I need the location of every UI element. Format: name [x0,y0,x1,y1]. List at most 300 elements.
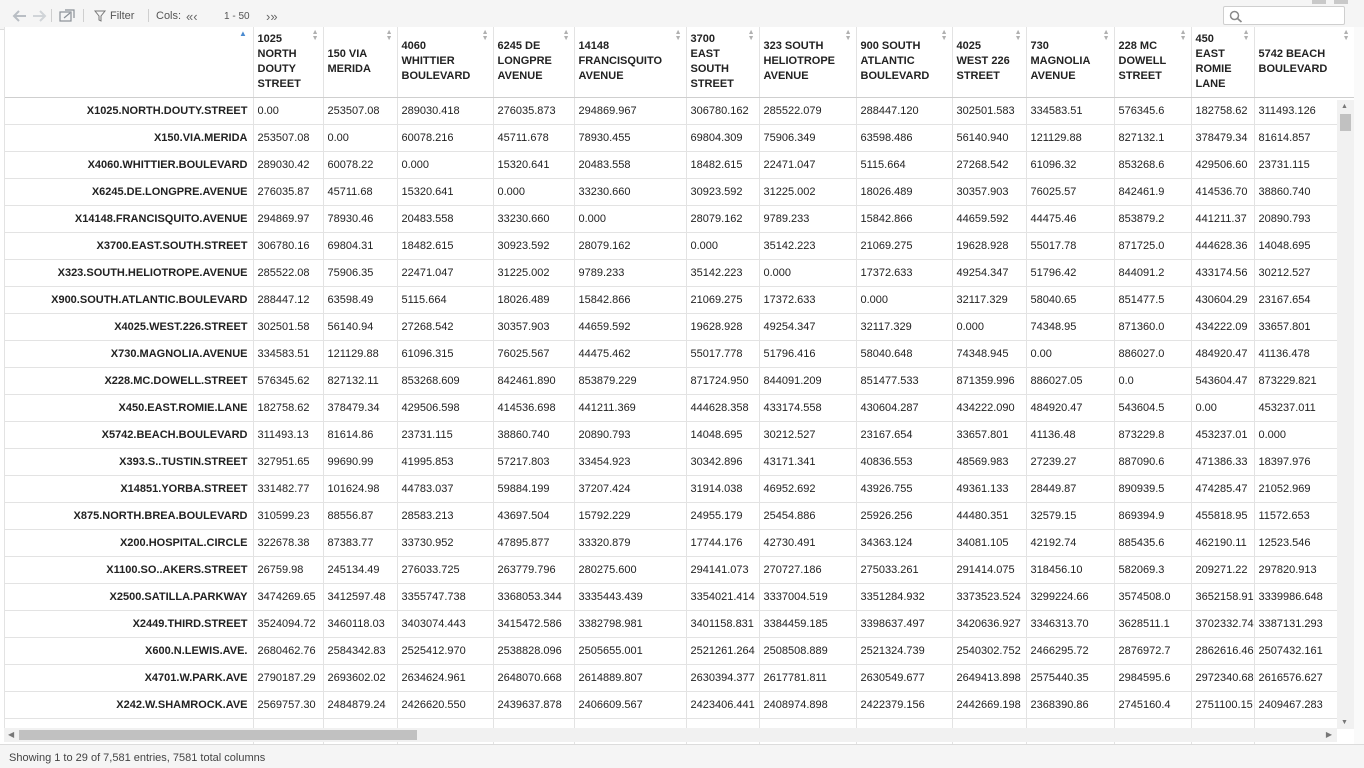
table-cell[interactable]: 3335443.439 [574,583,686,610]
table-cell[interactable]: 35142.223 [686,259,759,286]
table-cell[interactable]: 88556.87 [323,502,397,529]
table-row[interactable] [5,691,1354,718]
table-cell[interactable]: 886027.05 [1026,367,1114,394]
table-cell[interactable]: 3373523.524 [952,583,1026,610]
table-cell[interactable]: 842461.890 [493,367,574,394]
table-cell[interactable]: 2616576.627 [1254,664,1354,691]
table-row[interactable] [5,178,1354,205]
table-cell[interactable]: 871725.0 [1114,232,1191,259]
table-cell[interactable]: 9789.233 [759,205,856,232]
table-cell[interactable]: 0.00 [323,124,397,151]
table-cell[interactable]: 18026.489 [856,178,952,205]
table-cell[interactable]: 22471.047 [759,151,856,178]
table-cell[interactable]: 543604.47 [1191,367,1254,394]
table-cell[interactable]: 12523.546 [1254,529,1354,556]
table-cell[interactable]: 2508508.889 [759,637,856,664]
table-cell[interactable]: 37207.424 [574,475,686,502]
table-cell[interactable]: 288447.120 [856,97,952,124]
table-cell[interactable]: 844091.2 [1114,259,1191,286]
table-cell[interactable]: 44783.037 [397,475,493,502]
table-cell[interactable]: 75906.349 [759,124,856,151]
table-row[interactable] [5,367,1354,394]
column-header[interactable] [952,27,1026,97]
table-cell[interactable]: 42192.74 [1026,529,1114,556]
table-row[interactable] [5,232,1354,259]
table-row[interactable] [5,502,1354,529]
table-cell[interactable]: 2439637.878 [493,691,574,718]
vertical-scroll-thumb[interactable] [1340,114,1351,131]
table-cell[interactable]: 40836.553 [856,448,952,475]
table-row[interactable] [5,448,1354,475]
table-cell[interactable]: 302501.58 [253,313,323,340]
table-cell[interactable]: 63598.486 [856,124,952,151]
table-cell[interactable]: 121129.88 [1026,124,1114,151]
table-cell[interactable]: 3351284.932 [856,583,952,610]
table-cell[interactable]: 41995.853 [397,448,493,475]
table-cell[interactable]: 63598.49 [323,286,397,313]
table-row[interactable] [5,97,1354,124]
table-cell[interactable]: 2521324.739 [856,637,952,664]
table-cell[interactable]: 288447.12 [253,286,323,313]
table-cell[interactable]: 3412597.48 [323,583,397,610]
table-cell[interactable]: 474285.47 [1191,475,1254,502]
table-cell[interactable]: 886027.0 [1114,340,1191,367]
table-cell[interactable]: 582069.3 [1114,556,1191,583]
table-cell[interactable]: 885435.6 [1114,529,1191,556]
table-cell[interactable]: 33657.801 [1254,313,1354,340]
table-cell[interactable]: 182758.62 [1191,97,1254,124]
table-cell[interactable]: 55017.78 [1026,232,1114,259]
table-cell[interactable]: 43171.341 [759,448,856,475]
table-cell[interactable]: 42730.491 [759,529,856,556]
table-cell[interactable]: 121129.88 [323,340,397,367]
table-cell[interactable]: 44659.592 [952,205,1026,232]
table-cell[interactable]: 3574508.0 [1114,583,1191,610]
table-cell[interactable]: 414536.698 [493,394,574,421]
table-cell[interactable]: 30212.527 [759,421,856,448]
table-cell[interactable]: 275033.261 [856,556,952,583]
table-cell[interactable]: 18397.976 [1254,448,1354,475]
table-cell[interactable]: 2614889.807 [574,664,686,691]
table-cell[interactable]: 44475.462 [574,340,686,367]
table-cell[interactable]: 378479.34 [1191,124,1254,151]
table-cell[interactable]: 2984595.6 [1114,664,1191,691]
table-cell[interactable]: 41136.478 [1254,340,1354,367]
table-cell[interactable]: 2569757.30 [253,691,323,718]
table-cell[interactable]: 3382798.981 [574,610,686,637]
table-cell[interactable]: 2426620.550 [397,691,493,718]
table-cell[interactable]: 276035.873 [493,97,574,124]
table-cell[interactable]: 434222.090 [952,394,1026,421]
table-cell[interactable]: 853879.2 [1114,205,1191,232]
table-cell[interactable]: 43926.755 [856,475,952,502]
table-cell[interactable]: 33320.879 [574,529,686,556]
table-cell[interactable]: 75906.35 [323,259,397,286]
table-cell[interactable]: 74348.95 [1026,313,1114,340]
table-cell[interactable]: 28079.162 [574,232,686,259]
table-row[interactable] [5,286,1354,313]
table-cell[interactable]: 56140.94 [323,313,397,340]
table-cell[interactable]: 30357.903 [493,313,574,340]
table-cell[interactable]: 334583.51 [1026,97,1114,124]
table-row[interactable] [5,151,1354,178]
table-cell[interactable]: 2505655.001 [574,637,686,664]
table-cell[interactable]: 23167.654 [856,421,952,448]
table-row[interactable] [5,556,1354,583]
table-cell[interactable]: 0.000 [856,286,952,313]
table-cell[interactable]: 0.000 [574,205,686,232]
table-cell[interactable]: 543604.5 [1114,394,1191,421]
table-cell[interactable]: 3355747.738 [397,583,493,610]
table-cell[interactable]: 44480.351 [952,502,1026,529]
table-row[interactable] [5,124,1354,151]
table-cell[interactable]: 276035.87 [253,178,323,205]
table-cell[interactable]: 310599.23 [253,502,323,529]
table-cell[interactable]: 871359.996 [952,367,1026,394]
table-cell[interactable]: 827132.1 [1114,124,1191,151]
table-cell[interactable]: 887090.6 [1114,448,1191,475]
table-cell[interactable]: 26759.98 [253,556,323,583]
table-cell[interactable]: 3403074.443 [397,610,493,637]
table-cell[interactable]: 18482.615 [686,151,759,178]
table-cell[interactable]: 871724.950 [686,367,759,394]
table-cell[interactable]: 49254.347 [759,313,856,340]
table-cell[interactable]: 48569.983 [952,448,1026,475]
table-cell[interactable]: 209271.22 [1191,556,1254,583]
table-cell[interactable]: 873229.821 [1254,367,1354,394]
table-cell[interactable]: 853268.6 [1114,151,1191,178]
table-cell[interactable]: 433174.56 [1191,259,1254,286]
table-cell[interactable]: 28079.162 [686,205,759,232]
table-cell[interactable]: 76025.57 [1026,178,1114,205]
popout-button[interactable] [59,8,75,24]
table-cell[interactable]: 2442669.198 [952,691,1026,718]
table-row[interactable] [5,421,1354,448]
table-cell[interactable]: 33454.923 [574,448,686,475]
table-cell[interactable]: 2972340.68 [1191,664,1254,691]
table-cell[interactable]: 327951.65 [253,448,323,475]
table-cell[interactable]: 15320.641 [493,151,574,178]
scroll-left-icon[interactable]: ◀ [8,730,15,739]
table-cell[interactable]: 322678.38 [253,529,323,556]
table-cell[interactable]: 30342.896 [686,448,759,475]
table-cell[interactable]: 289030.418 [397,97,493,124]
table-cell[interactable]: 182758.62 [253,394,323,421]
table-cell[interactable]: 294869.967 [574,97,686,124]
table-cell[interactable]: 3387131.293 [1254,610,1354,637]
table-cell[interactable]: 23167.654 [1254,286,1354,313]
table-cell[interactable]: 2409467.283 [1254,691,1354,718]
table-cell[interactable]: 334583.51 [253,340,323,367]
table-cell[interactable]: 0.0 [1114,367,1191,394]
table-cell[interactable]: 270727.186 [759,556,856,583]
column-header[interactable] [759,27,856,97]
scroll-up-icon[interactable]: ▲ [1341,103,1348,110]
column-header[interactable] [1191,27,1254,97]
table-cell[interactable]: 2540302.752 [952,637,1026,664]
table-cell[interactable]: 31225.002 [759,178,856,205]
table-cell[interactable]: 576345.6 [1114,97,1191,124]
table-cell[interactable]: 15792.229 [574,502,686,529]
table-cell[interactable]: 17372.633 [856,259,952,286]
table-cell[interactable]: 0.00 [253,97,323,124]
table-cell[interactable]: 2649413.898 [952,664,1026,691]
table-cell[interactable]: 0.000 [493,178,574,205]
table-cell[interactable]: 0.000 [397,151,493,178]
table-cell[interactable]: 32579.15 [1026,502,1114,529]
horizontal-scrollbar[interactable] [4,728,1337,742]
filter-button[interactable] [94,8,134,24]
table-cell[interactable]: 38860.740 [493,421,574,448]
table-cell[interactable]: 33730.952 [397,529,493,556]
maximize-icon[interactable] [1334,0,1348,4]
table-cell[interactable]: 61096.32 [1026,151,1114,178]
table-row[interactable] [5,610,1354,637]
table-cell[interactable]: 15320.641 [397,178,493,205]
table-cell[interactable]: 2634624.961 [397,664,493,691]
table-row[interactable] [5,394,1354,421]
table-row[interactable] [5,583,1354,610]
scroll-down-icon[interactable]: ▼ [1341,719,1348,726]
table-cell[interactable]: 21069.275 [686,286,759,313]
table-cell[interactable]: 3415472.586 [493,610,574,637]
table-cell[interactable]: 49254.347 [952,259,1026,286]
table-cell[interactable]: 2876972.7 [1114,637,1191,664]
horizontal-scroll-thumb[interactable] [19,730,417,740]
table-cell[interactable]: 245134.49 [323,556,397,583]
table-cell[interactable]: 0.000 [759,259,856,286]
table-cell[interactable]: 844091.209 [759,367,856,394]
table-cell[interactable]: 2368390.86 [1026,691,1114,718]
table-cell[interactable]: 3337004.519 [759,583,856,610]
table-cell[interactable]: 3299224.66 [1026,583,1114,610]
table-cell[interactable]: 285522.079 [759,97,856,124]
table-cell[interactable]: 430604.287 [856,394,952,421]
cols-next-button[interactable]: ›» [266,8,278,24]
table-cell[interactable]: 81614.857 [1254,124,1354,151]
table-row[interactable] [5,205,1354,232]
table-cell[interactable]: 3346313.70 [1026,610,1114,637]
table-cell[interactable]: 34081.105 [952,529,1026,556]
table-row[interactable] [5,529,1354,556]
table-cell[interactable]: 853268.609 [397,367,493,394]
table-cell[interactable]: 576345.62 [253,367,323,394]
table-cell[interactable]: 35142.223 [759,232,856,259]
table-cell[interactable]: 3368053.344 [493,583,574,610]
table-cell[interactable]: 851477.533 [856,367,952,394]
table-cell[interactable]: 2745160.4 [1114,691,1191,718]
table-cell[interactable]: 21069.275 [856,232,952,259]
table-cell[interactable]: 3398637.497 [856,610,952,637]
table-cell[interactable]: 2423406.441 [686,691,759,718]
table-cell[interactable]: 5115.664 [397,286,493,313]
table-cell[interactable]: 60078.216 [397,124,493,151]
table-cell[interactable]: 2648070.668 [493,664,574,691]
table-cell[interactable]: 285522.08 [253,259,323,286]
column-header[interactable] [856,27,952,97]
table-cell[interactable]: 38860.740 [1254,178,1354,205]
table-cell[interactable]: 2862616.46 [1191,637,1254,664]
search-box[interactable] [1223,6,1345,25]
table-cell[interactable]: 2790187.29 [253,664,323,691]
table-cell[interactable]: 30357.903 [952,178,1026,205]
table-cell[interactable]: 51796.416 [759,340,856,367]
table-cell[interactable]: 60078.22 [323,151,397,178]
table-row[interactable] [5,340,1354,367]
cols-prev-button[interactable]: «‹ [186,8,198,24]
table-cell[interactable]: 45711.68 [323,178,397,205]
table-cell[interactable]: 2693602.02 [323,664,397,691]
column-header[interactable] [493,27,574,97]
table-cell[interactable]: 30923.592 [493,232,574,259]
table-cell[interactable]: 3339986.648 [1254,583,1354,610]
table-cell[interactable]: 3652158.91 [1191,583,1254,610]
table-cell[interactable]: 2630549.677 [856,664,952,691]
table-cell[interactable]: 311493.126 [1254,97,1354,124]
table-cell[interactable]: 30923.592 [686,178,759,205]
table-cell[interactable]: 44475.46 [1026,205,1114,232]
table-cell[interactable]: 484920.47 [1191,340,1254,367]
table-cell[interactable]: 873229.8 [1114,421,1191,448]
table-cell[interactable]: 32117.329 [952,286,1026,313]
table-cell[interactable]: 51796.42 [1026,259,1114,286]
table-cell[interactable]: 21052.969 [1254,475,1354,502]
table-cell[interactable]: 0.000 [1254,421,1354,448]
table-cell[interactable]: 31914.038 [686,475,759,502]
column-header[interactable] [574,27,686,97]
table-cell[interactable]: 378479.34 [323,394,397,421]
table-cell[interactable]: 58040.648 [856,340,952,367]
column-header[interactable] [323,27,397,97]
column-header[interactable] [253,27,323,97]
table-cell[interactable]: 2680462.76 [253,637,323,664]
table-cell[interactable]: 331482.77 [253,475,323,502]
table-cell[interactable]: 61096.315 [397,340,493,367]
table-cell[interactable]: 453237.011 [1254,394,1354,421]
table-cell[interactable]: 429506.60 [1191,151,1254,178]
table-cell[interactable]: 33230.660 [574,178,686,205]
table-cell[interactable]: 31225.002 [493,259,574,286]
table-cell[interactable]: 2538828.096 [493,637,574,664]
table-row[interactable] [5,313,1354,340]
table-cell[interactable]: 55017.778 [686,340,759,367]
table-cell[interactable]: 5115.664 [856,151,952,178]
table-cell[interactable]: 318456.10 [1026,556,1114,583]
table-cell[interactable]: 263779.796 [493,556,574,583]
table-cell[interactable]: 433174.558 [759,394,856,421]
table-cell[interactable]: 3401158.831 [686,610,759,637]
table-cell[interactable]: 25926.256 [856,502,952,529]
table-cell[interactable]: 99690.99 [323,448,397,475]
table-cell[interactable]: 462190.11 [1191,529,1254,556]
forward-button[interactable] [31,8,47,24]
table-cell[interactable]: 23731.115 [397,421,493,448]
table-cell[interactable]: 33230.660 [493,205,574,232]
table-cell[interactable]: 297820.913 [1254,556,1354,583]
back-button[interactable] [12,8,28,24]
search-input[interactable] [1246,8,1340,23]
table-cell[interactable]: 25454.886 [759,502,856,529]
table-cell[interactable]: 58040.65 [1026,286,1114,313]
table-cell[interactable]: 28583.213 [397,502,493,529]
table-cell[interactable]: 18026.489 [493,286,574,313]
table-cell[interactable]: 3702332.74 [1191,610,1254,637]
table-cell[interactable]: 19628.928 [952,232,1026,259]
table-cell[interactable]: 2584342.83 [323,637,397,664]
table-cell[interactable]: 306780.16 [253,232,323,259]
table-cell[interactable]: 441211.37 [1191,205,1254,232]
table-cell[interactable]: 2525412.970 [397,637,493,664]
table-cell[interactable]: 276033.725 [397,556,493,583]
table-cell[interactable]: 444628.358 [686,394,759,421]
table-cell[interactable]: 59884.199 [493,475,574,502]
table-cell[interactable]: 81614.86 [323,421,397,448]
table-cell[interactable]: 47895.877 [493,529,574,556]
table-cell[interactable]: 87383.77 [323,529,397,556]
table-cell[interactable]: 2617781.811 [759,664,856,691]
table-cell[interactable]: 2406609.567 [574,691,686,718]
table-cell[interactable]: 2484879.24 [323,691,397,718]
table-cell[interactable]: 2575440.35 [1026,664,1114,691]
table-row[interactable] [5,475,1354,502]
table-cell[interactable]: 27239.27 [1026,448,1114,475]
table-cell[interactable]: 291414.075 [952,556,1026,583]
table-cell[interactable]: 20483.558 [397,205,493,232]
table-cell[interactable]: 890939.5 [1114,475,1191,502]
vertical-scrollbar[interactable] [1337,100,1354,729]
table-cell[interactable]: 41136.48 [1026,421,1114,448]
table-cell[interactable]: 2521261.264 [686,637,759,664]
table-cell[interactable]: 3474269.65 [253,583,323,610]
table-cell[interactable]: 869394.9 [1114,502,1191,529]
table-cell[interactable]: 15842.866 [574,286,686,313]
table-cell[interactable]: 27268.542 [952,151,1026,178]
table-cell[interactable]: 429506.598 [397,394,493,421]
table-cell[interactable]: 311493.13 [253,421,323,448]
table-cell[interactable]: 441211.369 [574,394,686,421]
table-cell[interactable]: 33657.801 [952,421,1026,448]
column-header[interactable] [1254,27,1354,97]
table-cell[interactable]: 471386.33 [1191,448,1254,475]
table-cell[interactable]: 434222.09 [1191,313,1254,340]
table-cell[interactable]: 289030.42 [253,151,323,178]
table-cell[interactable]: 853879.229 [574,367,686,394]
table-row[interactable] [5,637,1354,664]
table-cell[interactable]: 17372.633 [759,286,856,313]
table-cell[interactable]: 49361.133 [952,475,1026,502]
table-cell[interactable]: 45711.678 [493,124,574,151]
table-cell[interactable]: 2422379.156 [856,691,952,718]
table-row[interactable] [5,664,1354,691]
table-cell[interactable]: 453237.01 [1191,421,1254,448]
table-cell[interactable]: 2507432.161 [1254,637,1354,664]
table-cell[interactable]: 19628.928 [686,313,759,340]
column-header[interactable] [1026,27,1114,97]
table-cell[interactable]: 20890.793 [1254,205,1354,232]
table-cell[interactable]: 14048.695 [1254,232,1354,259]
table-cell[interactable]: 871360.0 [1114,313,1191,340]
table-cell[interactable]: 23731.115 [1254,151,1354,178]
table-cell[interactable]: 69804.309 [686,124,759,151]
table-cell[interactable]: 2408974.898 [759,691,856,718]
table-cell[interactable]: 30212.527 [1254,259,1354,286]
column-header[interactable] [1114,27,1191,97]
table-cell[interactable]: 9789.233 [574,259,686,286]
column-header[interactable] [686,27,759,97]
table-cell[interactable]: 827132.11 [323,367,397,394]
table-cell[interactable]: 3628511.1 [1114,610,1191,637]
minimize-icon[interactable] [1312,0,1326,4]
